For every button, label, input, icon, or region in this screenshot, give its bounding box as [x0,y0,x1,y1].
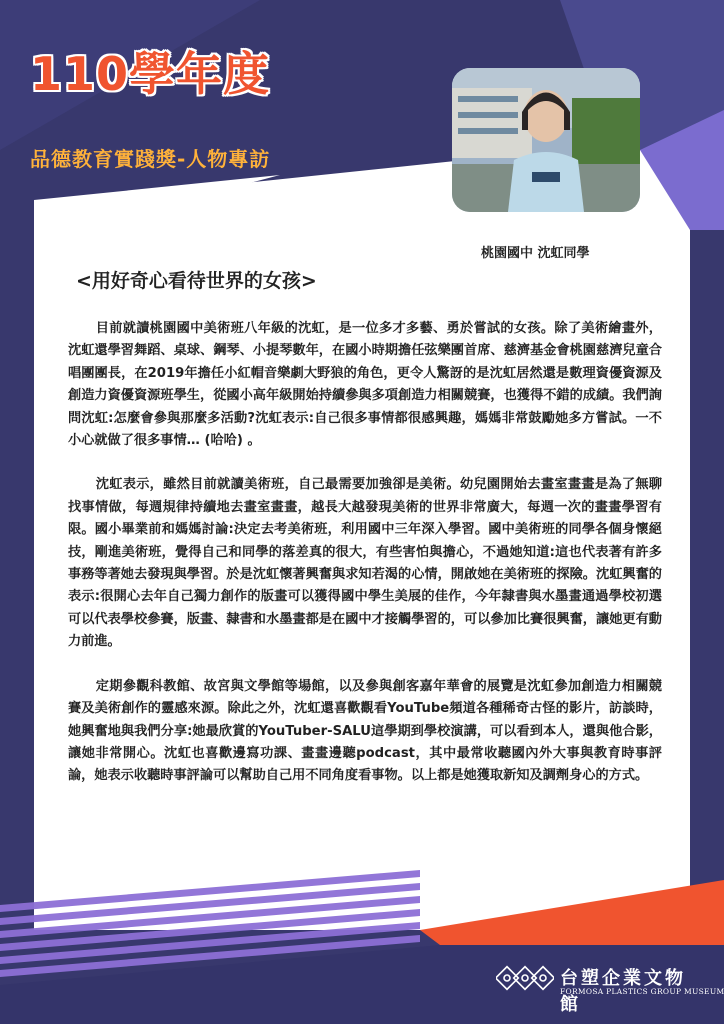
museum-emblem-icon [496,962,554,1000]
student-photo [452,68,640,212]
article-body [68,318,662,810]
museum-logo [496,960,724,1015]
page-subtitle: 品德教育實踐獎-人物專訪 [30,147,271,171]
article-paragraph: 定期參觀科教館、故宮與文學館等場館，以及參與創客嘉年華會的展覽是沈虹參加創造力相關競賽及美術創作的靈感來源。除此之外，沈虹還喜歡觀看YouTube頻道各種稀奇古怪的影片，訪談時，她興奮地與我們分享:她最欣賞的YouTuber-SALU這學期到學校演講，可以看到本人，還與他合影，讓她非常開心。沈虹也喜歡邊寫功課、畫畫邊聽podcast，其中最常收聽國內外大事與教育時事評論，她表示收聽時事評論可以幫助自己用不同角度看事物。以上都是她獲取新知及調劑身心的方式。 [68,678,662,784]
article-paragraph: 沈虹表示，雖然目前就讀美術班，自己最需要加強卻是美術。幼兒園開始去畫室畫畫是為了無聊找事情做，每週規律持續地去畫室畫畫，越長大越發現美術的世界非常廣大，每週一次的畫畫學習有限。國小畢業前和媽媽討論:決定去考美術班，利用國中三年深入學習。國中美術班的同學各個身懷絕技，剛進美術班，覺得自己和同學的落差真的很大，有些害怕與擔心，不過她知道:這也代表著有許多事務等著她去發現與學習。於是沈虹懷著興奮與求知若渴的心情，開啟她在美術班的探險。沈虹興奮的表示:很開心去年自己獨力創作的版畫可以獲得國中學生美展的佳作，今年隸書與水墨畫通過學校初選可以代表學校參賽，版畫、隸書和水墨畫都是在國中才接觸學習的，可以參加比賽很興奮，讓她更有動力前進。 [68,477,662,650]
student-caption: 桃園國中 沈虹同學 [481,246,590,261]
museum-english-name: FORMOSA PLASTICS GROUP MUSEUM [560,987,724,996]
year-title: 110學年度 [30,47,271,101]
museum-name: 台塑企業文物館 [560,968,686,1015]
article-title: <用好奇心看待世界的女孩> [76,270,317,292]
article-paragraph: 目前就讀桃園國中美術班八年級的沈虹，是一位多才多藝、勇於嘗試的女孩。除了美術繪畫外，沈虹還學習舞蹈、桌球、鋼琴、小提琴數年，在國小時期擔任弦樂團首席、慈濟基金會桃園慈濟兒童合唱團團長，在2019年擔任小紅帽音樂劇大野狼的角色，更令人驚訝的是沈虹居然還是數理資優資源及創造力資優資源班學生，從國小高年級開始持續參與多項創造力相關競賽，也獲得不錯的成績。我們詢問沈虹:怎麼會參與那麼多活動?沈虹表示:自己很多事情都很感興趣，媽媽非常鼓勵她多方嘗試。一不小心就做了很多事情… (哈哈) 。 [68,321,662,449]
